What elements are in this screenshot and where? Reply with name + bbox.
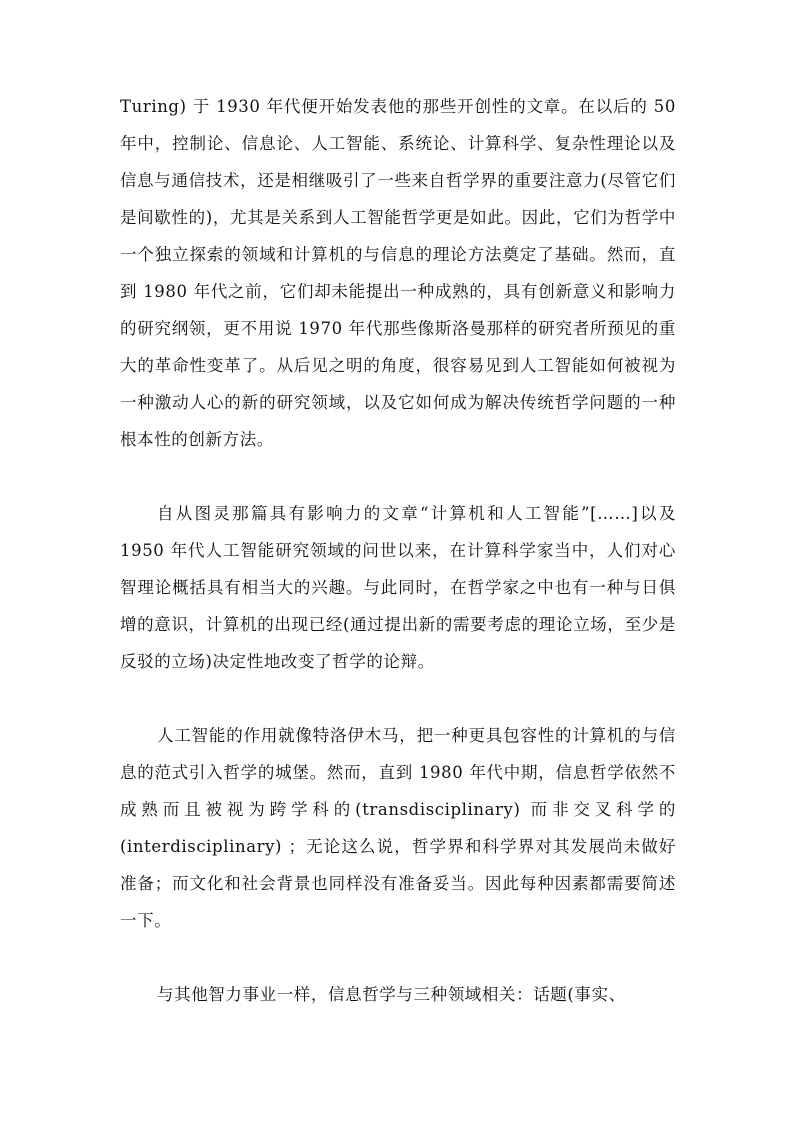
paragraph-gap bbox=[120, 939, 676, 976]
paragraph-2: 自从图灵那篇具有影响力的文章“计算机和人工智能”[……]以及 1950 年代人工智能研究领域的问世以来，在计算科学家当中，人们对心智理论概括具有相当大的兴趣。与此同时，在哲学家之中也有一种与日俱增的意识，计算机的出现已经(通过提出新的需要考虑的理论立场，至少是反驳的立场)决定性地改变了哲学的论辩。 bbox=[120, 504, 676, 671]
paragraph-3: 人工智能的作用就像特洛伊木马，把一种更具包容性的计算机的与信息的范式引入哲学的城堡。然而，直到 1980 年代中期，信息哲学依然不成熟而且被视为跨学科的(transdisciplinary) 而非交叉科学的(interdisciplinary) ；无论这么说，哲学界和科学界对其发展尚未做好准备；而文化和社会背景也同样没有准备妥当。因此每种因素都需要简述一下。 bbox=[120, 726, 676, 930]
paragraph-4: 与其他智力事业一样，信息哲学与三种领域相关：话题(事实、 bbox=[157, 985, 626, 1004]
paragraph-gap bbox=[120, 680, 676, 717]
document-page bbox=[120, 88, 676, 1013]
paragraph-gap bbox=[120, 458, 676, 495]
paragraph-1: Turing) 于 1930 年代便开始发表他的那些开创性的文章。在以后的 50 年中，控制论、信息论、人工智能、系统论、计算科学、复杂性理论以及信息与通信技术，还是相继吸引了一些来自哲学界的重要注意力(尽管它们是间歇性的)，尤其是关系到人工智能哲学更是如此。因此，它们为哲学中一个独立探索的领域和计算机的与信息的理论方法奠定了基础。然而，直到 1980 年代之前，它们却未能提出一种成熟的，具有创新意义和影响力的研究纲领，更不用说 1970 年代那些像斯洛曼那样的研究者所预见的重大的革命性变革了。从后见之明的角度，很容易见到人工智能如何被视为一种激动人心的新的研究领域，以及它如何成为解决传统哲学问题的一种根本性的创新方法。 bbox=[120, 97, 676, 449]
